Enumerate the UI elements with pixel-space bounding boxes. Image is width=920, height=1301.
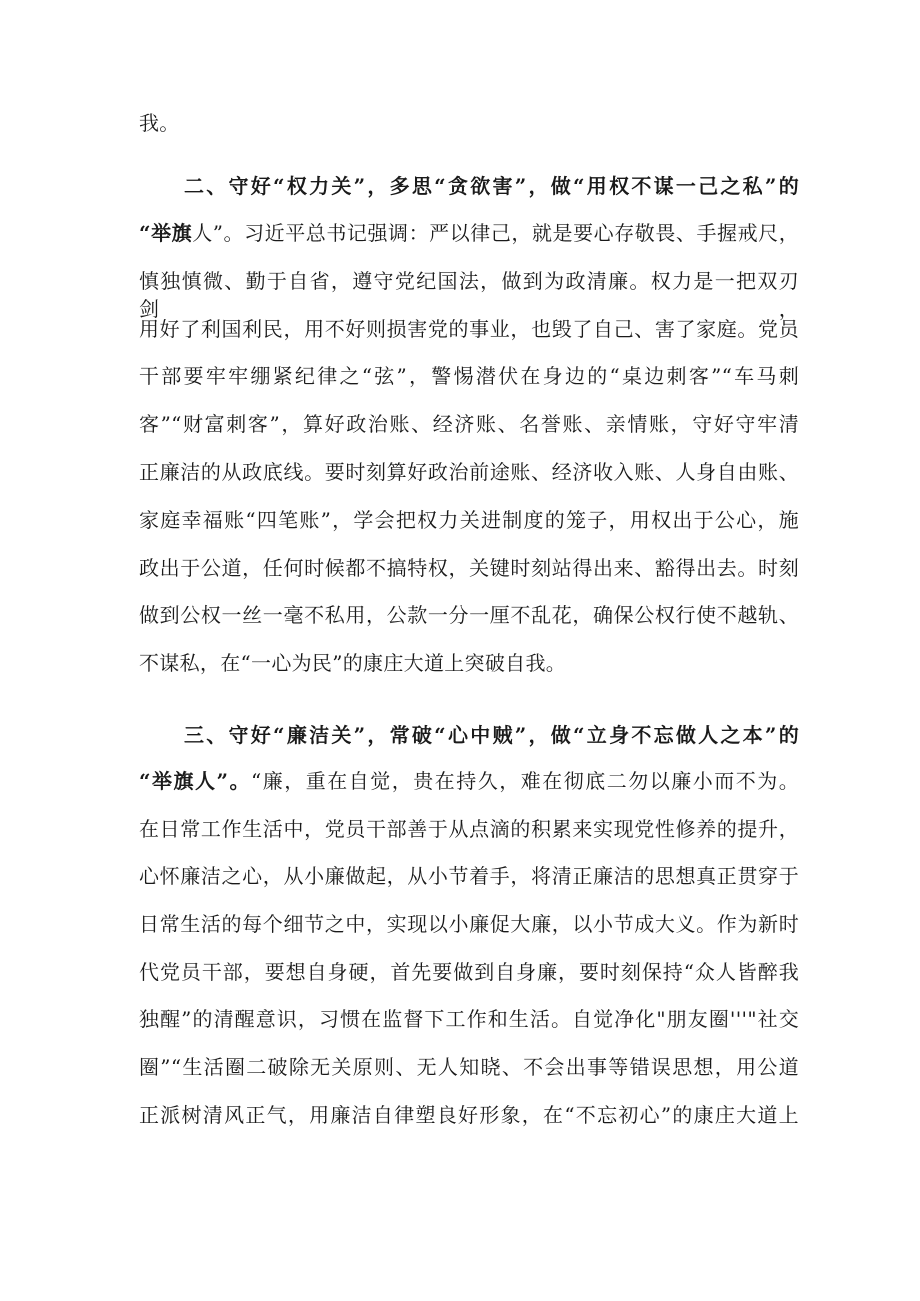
line-text: 我。 [139, 111, 180, 135]
text-line [139, 458, 799, 486]
text-line [139, 1005, 799, 1033]
text-line [139, 1053, 799, 1081]
line-text: 正派树清风正气，用廉洁自律塑良好形象，在“不忘初心”的康庄大道上 [139, 1103, 799, 1127]
line-text: 在日常工作生活中，党员干部善于从点滴的积累来实现党性修养的提升， [139, 817, 799, 841]
text-line [139, 219, 799, 247]
text-line [139, 506, 799, 534]
heading-text: “举旗 [139, 221, 193, 245]
heading-text: 三、守好“廉洁关”，常破“心中贼”，做“立身不忘做人之本”的 [184, 723, 799, 747]
line-text: 不谋私，在“一心为民”的康庄大道上突破自我。 [139, 651, 567, 675]
text-line [139, 601, 799, 629]
heading-text: “举旗人”。 [139, 769, 251, 793]
line-text: 做到公权一丝一毫不私用，公款一分一厘不乱花，确保公权行使不越轨、 [139, 603, 799, 627]
line-text: 代党员干部，要想自身硬，首先要做到自身廉，要时刻保持“众人皆醉我 [139, 960, 799, 984]
line-text: 独醒”的清醒意识，习惯在监督下工作和生活。自觉净化"朋友圈'''"社交 [139, 1007, 799, 1031]
heading-text: 二、守好“权力关”，多思“贪欲害”，做“用权不谋一己之私”的 [184, 174, 799, 198]
text-line [139, 1101, 799, 1129]
line-text: 干部要牢牢绷紧纪律之“弦”，警惕潜伏在身边的“桌边刺客”“车马刺 [139, 364, 799, 388]
section-heading [184, 721, 799, 749]
line-text: 日常生活的每个细节之中，实现以小廉促大廉，以小节成大义。作为新时 [139, 912, 799, 936]
line-text: 家庭幸福账“四笔账”，学会把权力关进制度的笼子，用权出于公心，施 [139, 508, 799, 532]
line-text: 慎独慎微、勤于自省，遵守党纪国法，做到为政清廉。权力是一把双刃剑， [139, 269, 799, 321]
line-text: 用好了利国利民，用不好则损害党的事业，也毁了自己、害了家庭。党员 [139, 317, 799, 341]
line-text: 政出于公道，任何时候都不搞特权，关键时刻站得出来、豁得出去。时刻 [139, 556, 799, 580]
text-line [139, 362, 799, 390]
section-heading [184, 172, 799, 200]
line-text: 正廉洁的从政底线。要时刻算好政治前途账、经济收入账、人身自由账、 [139, 460, 799, 484]
text-line [139, 815, 799, 843]
line-text: 人”。习近平总书记强调：严以律己，就是要心存敬畏、手握戒尺， [192, 221, 799, 245]
text-line [139, 649, 799, 677]
text-line [139, 862, 799, 890]
line-text: 客”“财富刺客”，算好政治账、经济账、名誉账、亲情账，守好守牢清 [139, 412, 799, 436]
line-text: 心怀廉洁之心，从小廉做起，从小节着手，将清正廉洁的思想真正贯穿于 [139, 864, 799, 888]
text-line [139, 554, 799, 582]
line-text: “廉，重在自觉，贵在持久，难在彻底二勿以廉小而不为。 [251, 769, 799, 793]
text-line [139, 109, 799, 137]
text-line [139, 910, 799, 938]
text-line [139, 410, 799, 438]
text-line [139, 315, 799, 343]
text-line [139, 958, 799, 986]
text-line [139, 767, 799, 795]
line-text: 圈”“生活圈二破除无关原则、无人知晓、不会出事等错误思想，用公道 [139, 1055, 799, 1079]
